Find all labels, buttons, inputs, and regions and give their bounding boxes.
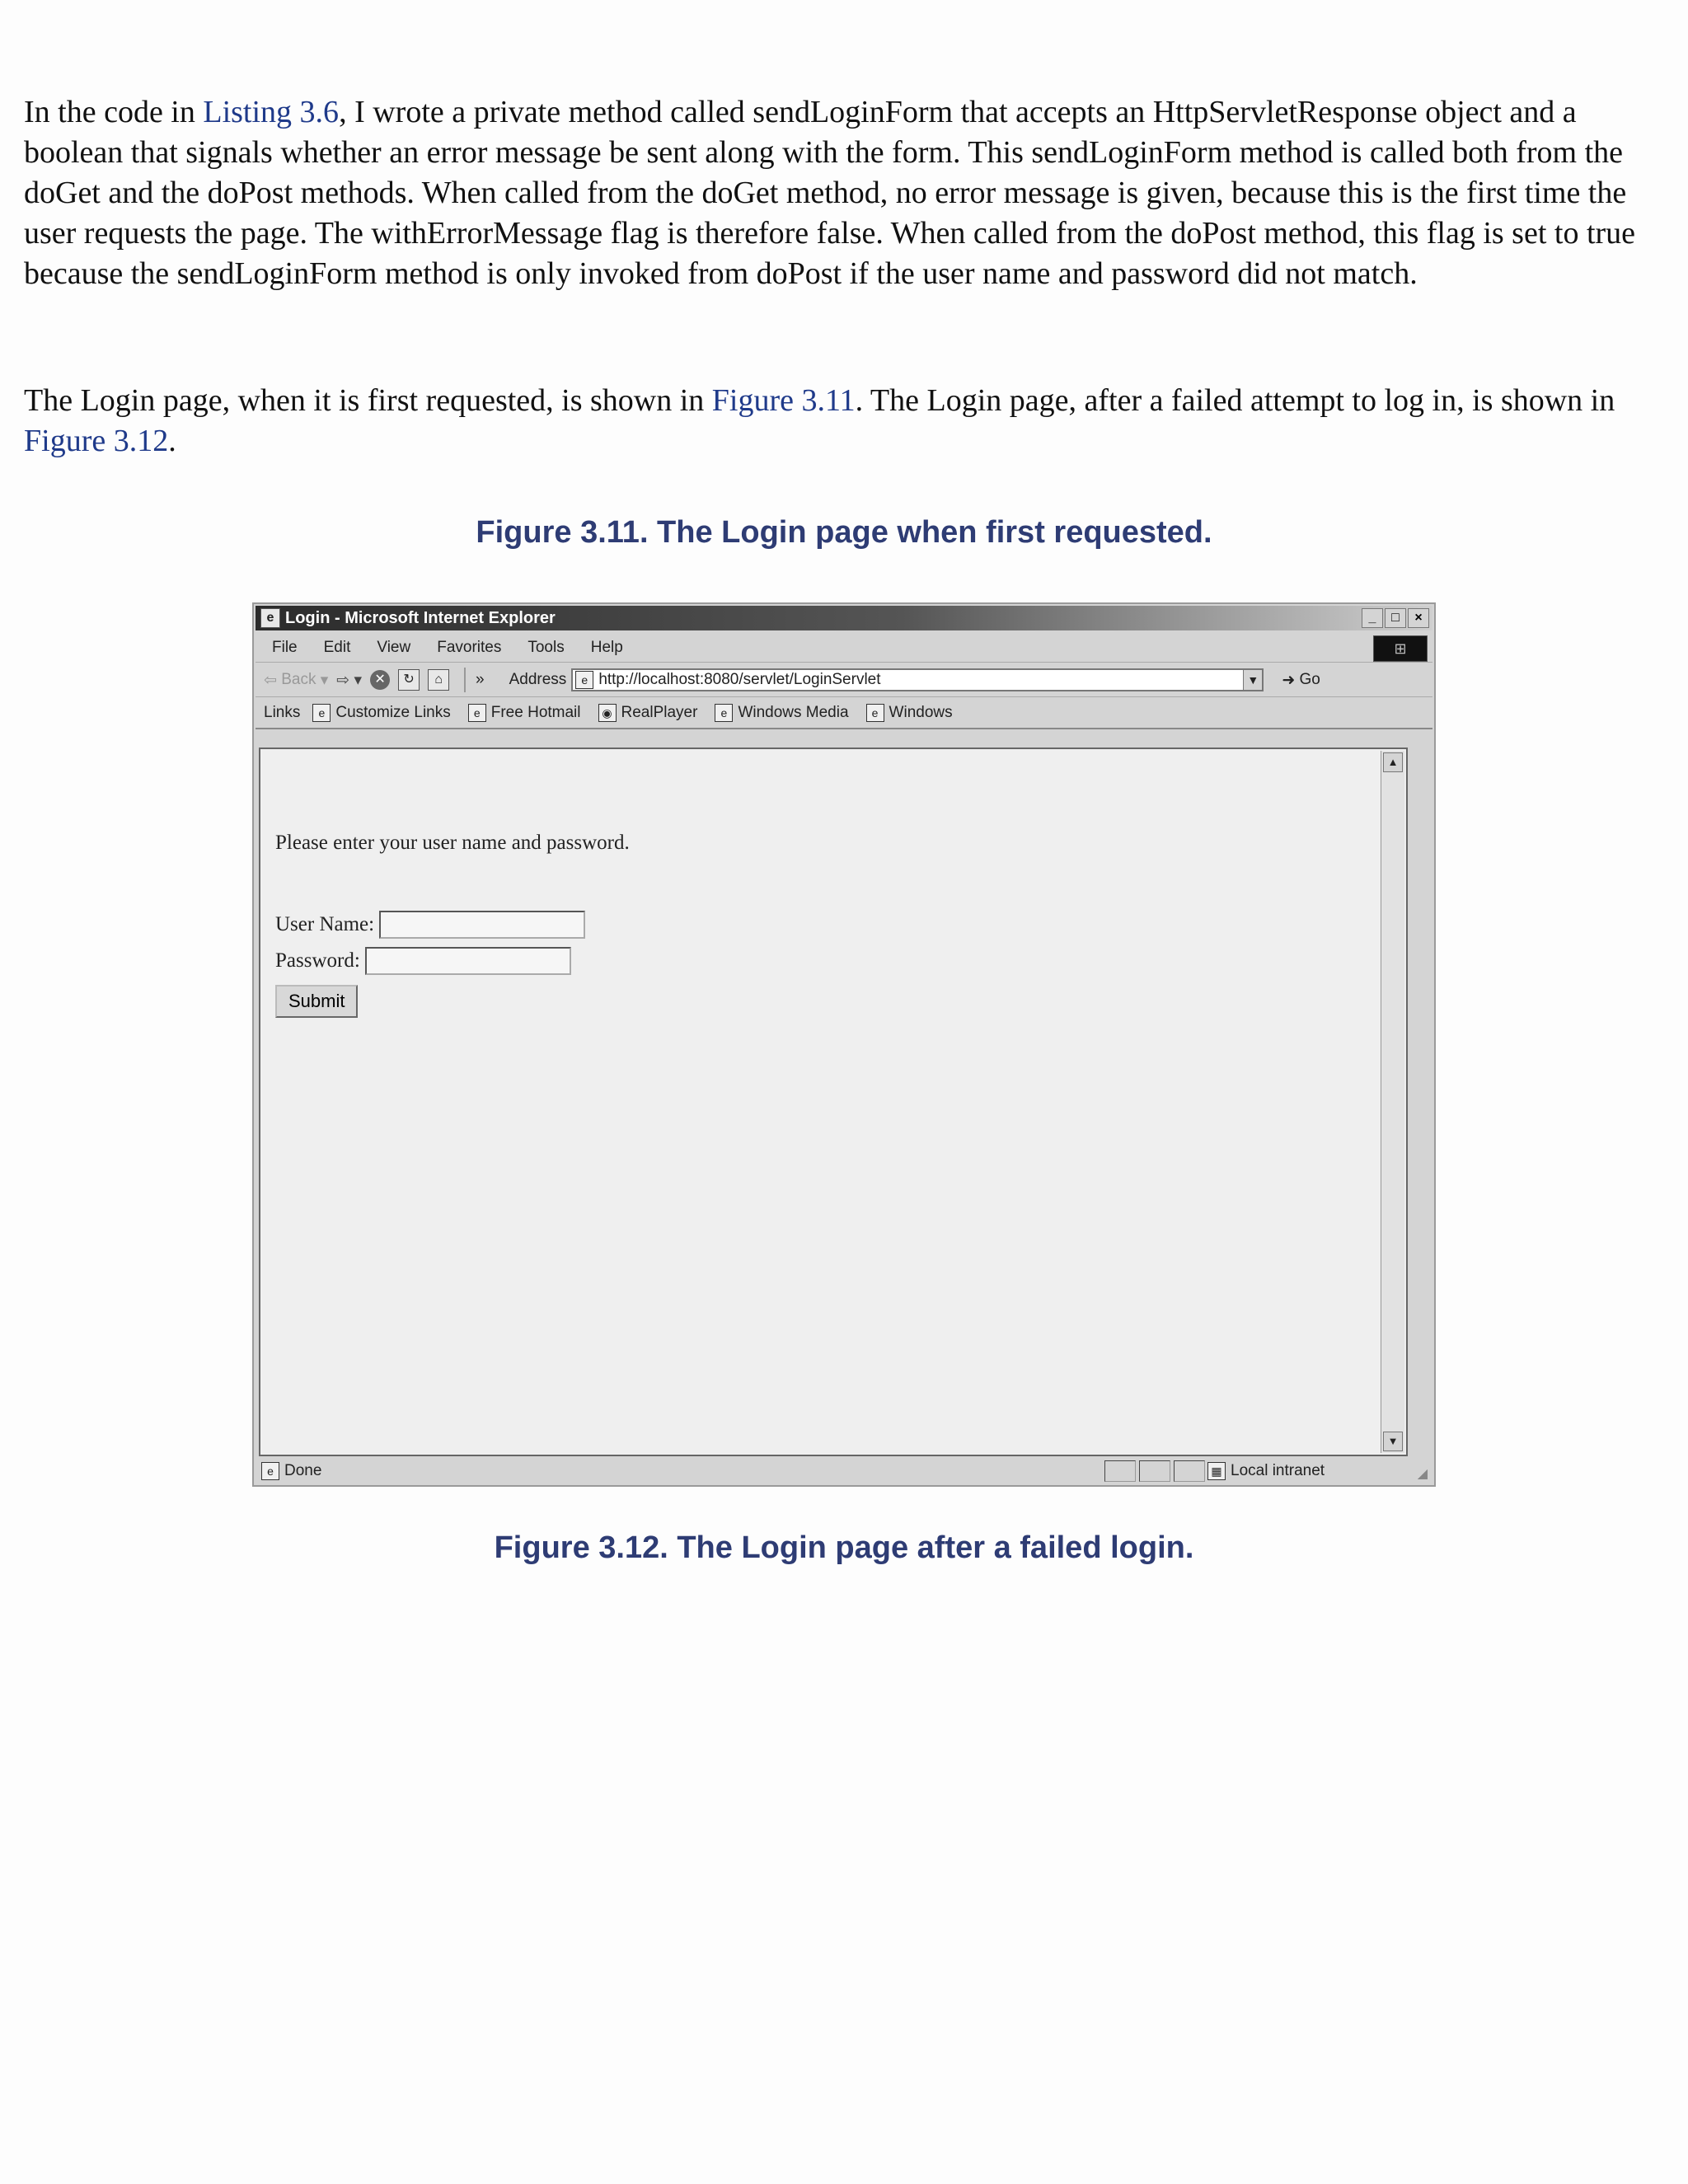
status-pane bbox=[1104, 1460, 1136, 1482]
status-panes bbox=[1104, 1460, 1208, 1482]
paragraph-text: In the code in bbox=[24, 95, 204, 129]
scroll-down-icon[interactable]: ▼ bbox=[1383, 1432, 1403, 1451]
password-row bbox=[275, 947, 571, 975]
minimize-button[interactable]: _ bbox=[1362, 608, 1383, 628]
window-controls bbox=[1362, 608, 1429, 628]
home-icon[interactable]: ⌂ bbox=[428, 669, 449, 691]
dropdown-arrow-icon: ▾ bbox=[349, 671, 363, 689]
dropdown-arrow-icon: ▾ bbox=[316, 671, 329, 689]
toolbar-divider bbox=[464, 668, 466, 692]
paragraph-text: . The Login page, after a failed attempt to log in, is shown in bbox=[855, 383, 1615, 418]
page-icon: e bbox=[866, 704, 884, 722]
status-text: Done bbox=[284, 1462, 322, 1479]
username-row bbox=[275, 911, 585, 939]
go-button[interactable] bbox=[1282, 671, 1320, 690]
go-label: Go bbox=[1299, 671, 1320, 688]
vertical-scrollbar[interactable] bbox=[1381, 751, 1404, 1453]
browser-titlebar bbox=[256, 606, 1432, 630]
figure-3-12-caption: Figure 3.12. The Login page after a failed login. bbox=[494, 1530, 1194, 1565]
link-label: Windows bbox=[889, 704, 953, 721]
menu-edit[interactable]: Edit bbox=[323, 639, 351, 656]
figure-3-11-caption: Figure 3.11. The Login page when first requested. bbox=[476, 515, 1212, 550]
link-realplayer[interactable] bbox=[596, 704, 698, 722]
link-windows[interactable] bbox=[864, 704, 953, 722]
listing-link[interactable]: Listing 3.6 bbox=[203, 95, 340, 129]
back-arrow-icon: ⇦ bbox=[264, 671, 282, 689]
realplayer-icon: ◉ bbox=[598, 704, 617, 722]
menu-help[interactable]: Help bbox=[590, 639, 623, 656]
window-title: Login - Microsoft Internet Explorer bbox=[285, 608, 556, 627]
page-icon: e bbox=[312, 704, 331, 722]
resize-grip-icon[interactable]: ◢ bbox=[1417, 1467, 1428, 1481]
menu-view[interactable]: View bbox=[377, 639, 411, 656]
security-zone bbox=[1205, 1462, 1325, 1480]
stop-icon[interactable]: ✕ bbox=[370, 670, 390, 690]
browser-screenshot bbox=[252, 602, 1436, 1487]
password-input[interactable] bbox=[365, 947, 571, 975]
go-arrow-icon: ➜ bbox=[1282, 671, 1300, 689]
address-dropdown-icon[interactable]: ▼ bbox=[1243, 670, 1262, 690]
close-button[interactable]: × bbox=[1408, 608, 1429, 628]
scroll-up-icon[interactable]: ▲ bbox=[1383, 752, 1403, 772]
page-icon: e bbox=[575, 671, 593, 689]
paragraph-text: , I wrote a private method called sendLoginForm that accepts an HttpServletResponse object and a boolean that signals whether an error message be sent along with the form. This sendLoginForm method is called both from the doGet and the doPost methods. When called from the doGet method, no error message is given, because this is the first time the user requests the page. The withErrorMessage flag is therefore false. When called from the doPost method, this flag is set to true because the sendLoginForm method is only invoked from doPost if the user name and password did not match. bbox=[24, 95, 1636, 291]
navigation-toolbar bbox=[256, 663, 1432, 697]
address-label: Address bbox=[509, 671, 567, 688]
forward-arrow-icon: ⇨ bbox=[336, 671, 350, 689]
status-pane bbox=[1139, 1460, 1170, 1482]
page-icon: e bbox=[261, 1462, 279, 1480]
password-label: Password: bbox=[275, 949, 360, 972]
windows-logo-icon: ⊞ bbox=[1373, 635, 1428, 662]
username-input[interactable] bbox=[379, 911, 585, 939]
forward-button[interactable] bbox=[336, 671, 362, 690]
link-label: Customize Links bbox=[335, 704, 451, 721]
submit-button[interactable]: Submit bbox=[275, 985, 358, 1018]
back-label: Back bbox=[281, 671, 316, 688]
menu-tools[interactable]: Tools bbox=[528, 639, 565, 656]
body-paragraph-2 bbox=[24, 381, 1668, 462]
menu-bar bbox=[256, 634, 1432, 663]
links-label: Links bbox=[264, 704, 301, 721]
figure-3-12-link[interactable]: Figure 3.12 bbox=[24, 424, 169, 458]
paragraph-text: . bbox=[168, 424, 176, 458]
zone-label: Local intranet bbox=[1231, 1462, 1325, 1479]
address-url[interactable]: http://localhost:8080/servlet/LoginServlet bbox=[598, 671, 881, 688]
menu-favorites[interactable]: Favorites bbox=[437, 639, 502, 656]
link-customize-links[interactable] bbox=[310, 704, 450, 722]
back-button[interactable] bbox=[264, 671, 328, 690]
links-bar bbox=[256, 698, 1432, 729]
link-label: Free Hotmail bbox=[490, 704, 581, 721]
link-free-hotmail[interactable] bbox=[466, 704, 581, 722]
page-icon: e bbox=[715, 704, 733, 722]
page-icon: e bbox=[468, 704, 486, 722]
maximize-button[interactable]: □ bbox=[1385, 608, 1406, 628]
link-label: RealPlayer bbox=[621, 704, 698, 721]
ie-icon: e bbox=[260, 608, 280, 628]
body-paragraph-1 bbox=[24, 92, 1668, 294]
figure-3-11-link[interactable]: Figure 3.11 bbox=[711, 383, 856, 418]
intranet-icon: ▦ bbox=[1207, 1462, 1226, 1480]
page-content bbox=[259, 748, 1408, 1456]
status-done bbox=[259, 1462, 321, 1480]
status-pane bbox=[1174, 1460, 1205, 1482]
address-bar[interactable] bbox=[571, 668, 1264, 691]
login-prompt: Please enter your user name and password. bbox=[275, 832, 630, 854]
link-windows-media[interactable] bbox=[712, 704, 848, 722]
paragraph-text: The Login page, when it is first requested, is shown in bbox=[24, 383, 712, 418]
toolbar-chevron-icon[interactable]: » bbox=[476, 671, 485, 688]
status-bar bbox=[256, 1459, 1432, 1483]
menu-file[interactable]: File bbox=[272, 639, 298, 656]
username-label: User Name: bbox=[275, 913, 375, 935]
link-label: Windows Media bbox=[738, 704, 849, 721]
refresh-icon[interactable]: ↻ bbox=[398, 669, 420, 691]
